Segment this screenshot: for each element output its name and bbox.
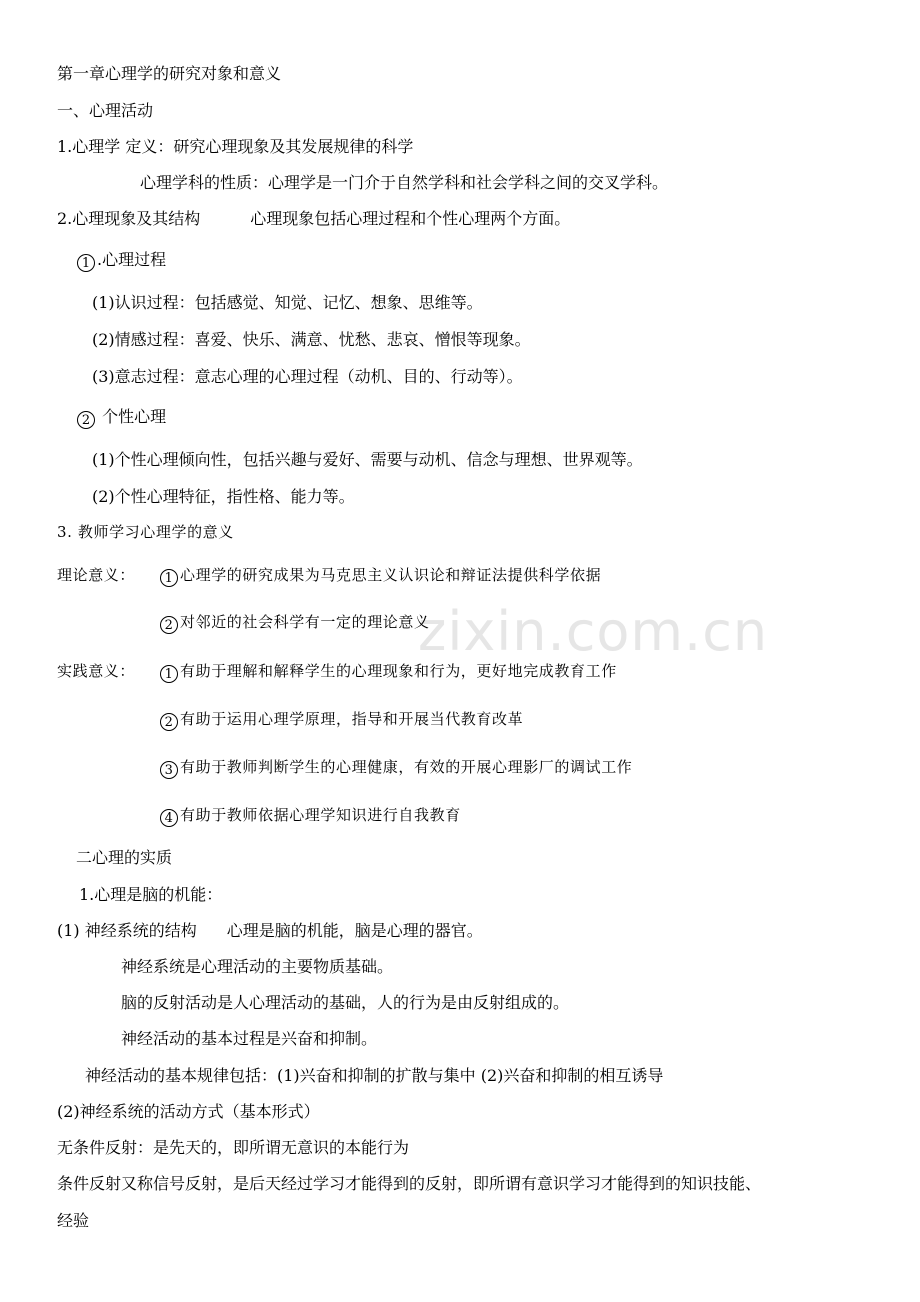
chapter-title: 第一章心理学的研究对象和意义 [57,64,282,83]
personality-item-1: (1)个性心理倾向性，包括兴趣与爱好、需要与动机、信念与理想、世界观等。 [92,450,643,469]
nervous-law-line: 神经活动的基本规律包括：(1)兴奋和抑制的扩散与集中 (2)兴奋和抑制的相互诱导 [85,1066,664,1085]
process-item-2: (2)情感过程：喜爱、快乐、满意、忧愁、悲哀、憎恨等现象。 [92,330,531,349]
conditioned-reflex-cont: 经验 [57,1211,90,1230]
structure-line [57,209,570,229]
practice-item-1 [160,661,617,683]
circled-number-icon: 3 [160,761,178,779]
significance-heading: 3. 教师学习心理学的意义 [57,523,234,541]
process-heading [77,250,166,272]
activity-mode-line: (2)神经系统的活动方式（基本形式） [57,1102,320,1121]
definition-line: 1.心理学 定义：研究心理现象及其发展规律的科学 [57,137,414,156]
structure-label: 2.心理现象及其结构 [57,209,201,228]
section1-heading: 一、心理活动 [57,101,154,120]
personality-heading [77,407,166,429]
practice-item-text: 有助于运用心理学原理，指导和开展当代教育改革 [180,710,524,728]
circled-number-icon: 1 [77,254,95,272]
personality-item-2: (2)个性心理特征，指性格、能力等。 [92,487,355,506]
nervous-structure-line [57,921,483,941]
practice-item-text: 有助于理解和解释学生的心理现象和行为，更好地完成教育工作 [180,662,617,680]
brain-function-heading: 1.心理是脑的机能： [79,885,223,904]
practice-item-4 [160,805,461,827]
theory-item-text: 心理学的研究成果为马克思主义认识论和辩证法提供科学依据 [180,566,602,584]
theory-item-1 [160,565,601,587]
practice-item-text: 有助于教师判断学生的心理健康，有效的开展心理影厂的调试工作 [180,758,633,776]
circled-number-icon: 2 [160,713,178,731]
nervous-structure-label: (1) 神经系统的结构 [57,921,197,940]
practice-label: 实践意义： [57,662,136,680]
circled-number-icon: 1 [160,665,178,683]
practice-item-text: 有助于教师依据心理学知识进行自我教育 [180,806,461,824]
nervous-line-1: 神经系统是心理活动的主要物质基础。 [121,957,394,976]
circled-number-icon: 1 [160,569,178,587]
theory-item-2 [160,612,430,634]
theory-label: 理论意义： [57,566,136,584]
process-title: .心理过程 [97,250,167,269]
nervous-line-2: 脑的反射活动是人心理活动的基础，人的行为是由反射组成的。 [121,993,570,1012]
watermark: zixin.com.cn [418,600,769,663]
unconditioned-reflex-line: 无条件反射：是先天的，即所谓无意识的本能行为 [57,1138,410,1157]
practice-item-2 [160,709,523,731]
personality-title: 个性心理 [97,407,167,426]
theory-item-text: 对邻近的社会科学有一定的理论意义 [180,613,430,631]
section2-heading: 二心理的实质 [76,848,173,867]
process-item-3: (3)意志过程：意志心理的心理过程（动机、目的、行动等）。 [92,367,523,386]
circled-number-icon: 2 [77,411,95,429]
conditioned-reflex-line: 条件反射又称信号反射，是后天经过学习才能得到的反射，即所谓有意识学习才能得到的知识技能、 [57,1174,762,1193]
structure-desc: 心理现象包括心理过程和个性心理两个方面。 [250,209,571,228]
nature-line: 心理学科的性质：心理学是一门介于自然学科和社会学科之间的交叉学科。 [140,173,669,192]
circled-number-icon: 4 [160,809,178,827]
circled-number-icon: 2 [160,616,178,634]
nervous-structure-desc: 心理是脑的机能，脑是心理的器官。 [226,921,483,940]
process-item-1: (1)认识过程：包括感觉、知觉、记忆、想象、思维等。 [92,293,483,312]
practice-item-3 [160,757,632,779]
nervous-line-3: 神经活动的基本过程是兴奋和抑制。 [121,1029,378,1048]
